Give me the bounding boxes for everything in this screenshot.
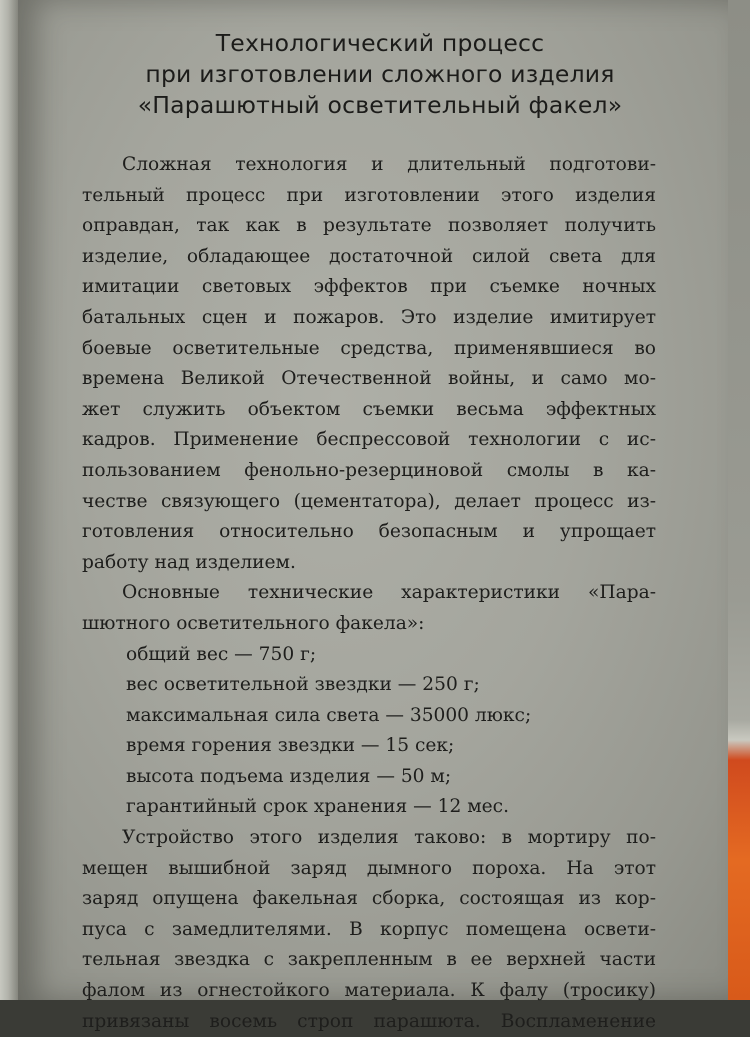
text-line: изделие, обладающее достаточной силой света для bbox=[82, 245, 656, 267]
spec-item: вес осветительной звездки — 250 г; bbox=[126, 674, 480, 696]
text-line: боевые осветительные средства, применявшиеся во bbox=[82, 337, 656, 359]
text-line: готовления относительно безопасным и упрощает bbox=[82, 521, 656, 543]
spec-item: высота подъема изделия — 50 м; bbox=[126, 765, 452, 787]
text-line: Основные технические характеристики «Пара- bbox=[122, 582, 656, 604]
left-page-edge bbox=[0, 0, 20, 1000]
text-line: пользованием фенольно-резерциновой смолы в ка- bbox=[82, 459, 656, 481]
text-line: имитации световых эффектов при съемке ночных bbox=[82, 276, 656, 298]
text-line: оправдан, так как в результате позволяет получить bbox=[82, 215, 656, 237]
text-line: заряд опущена факельная сборка, состоящая из кор- bbox=[82, 888, 656, 910]
right-page-edge bbox=[728, 0, 750, 1000]
text-line: времена Великой Отечественной войны, и само мо- bbox=[82, 368, 656, 390]
spec-item: гарантийный срок хранения — 12 мес. bbox=[126, 796, 509, 818]
text-line: пуса с замедлителями. В корпус помещена освети- bbox=[82, 918, 656, 940]
text-line: привязаны восемь строп парашюта. Воспламенение bbox=[82, 1010, 656, 1032]
text-line: мещен вышибной заряд дымного пороха. На этот bbox=[82, 857, 656, 879]
spec-item: время горения звездки — 15 сек; bbox=[126, 735, 455, 757]
title-line: при изготовлении сложного изделия bbox=[145, 60, 615, 88]
text-line: тельный процесс при изготовлении этого изделия bbox=[82, 184, 656, 206]
spec-item: максимальная сила света — 35000 люкс; bbox=[126, 704, 532, 726]
title-line: Технологический процесс bbox=[215, 29, 545, 57]
chapter-title bbox=[100, 28, 660, 121]
text-line: кадров. Применение беспрессовой технологии с ис- bbox=[82, 429, 656, 451]
text-line: честве связующего (цементатора), делает процесс из- bbox=[82, 490, 656, 512]
spec-item: общий вес — 750 г; bbox=[126, 643, 317, 665]
text-line: фалом из огнестойкого материала. К фалу (тросику) bbox=[82, 980, 656, 1002]
text-line: работу над изделием. bbox=[82, 551, 296, 573]
title-line: «Парашютный осветительный факел» bbox=[137, 91, 623, 119]
text-line: жет служить объектом съемки весьма эффектных bbox=[82, 398, 656, 420]
text-line: шютного осветительного факела»: bbox=[82, 612, 425, 634]
text-line: Устройство этого изделия таково: в мортиру по- bbox=[122, 827, 656, 849]
text-line: батальных сцен и пожаров. Это изделие имитирует bbox=[82, 306, 656, 328]
body-text bbox=[82, 150, 656, 1037]
text-line: Сложная технология и длительный подготови- bbox=[122, 154, 656, 175]
text-line: тельная звездка с закрепленным в ее верхней части bbox=[82, 949, 656, 971]
